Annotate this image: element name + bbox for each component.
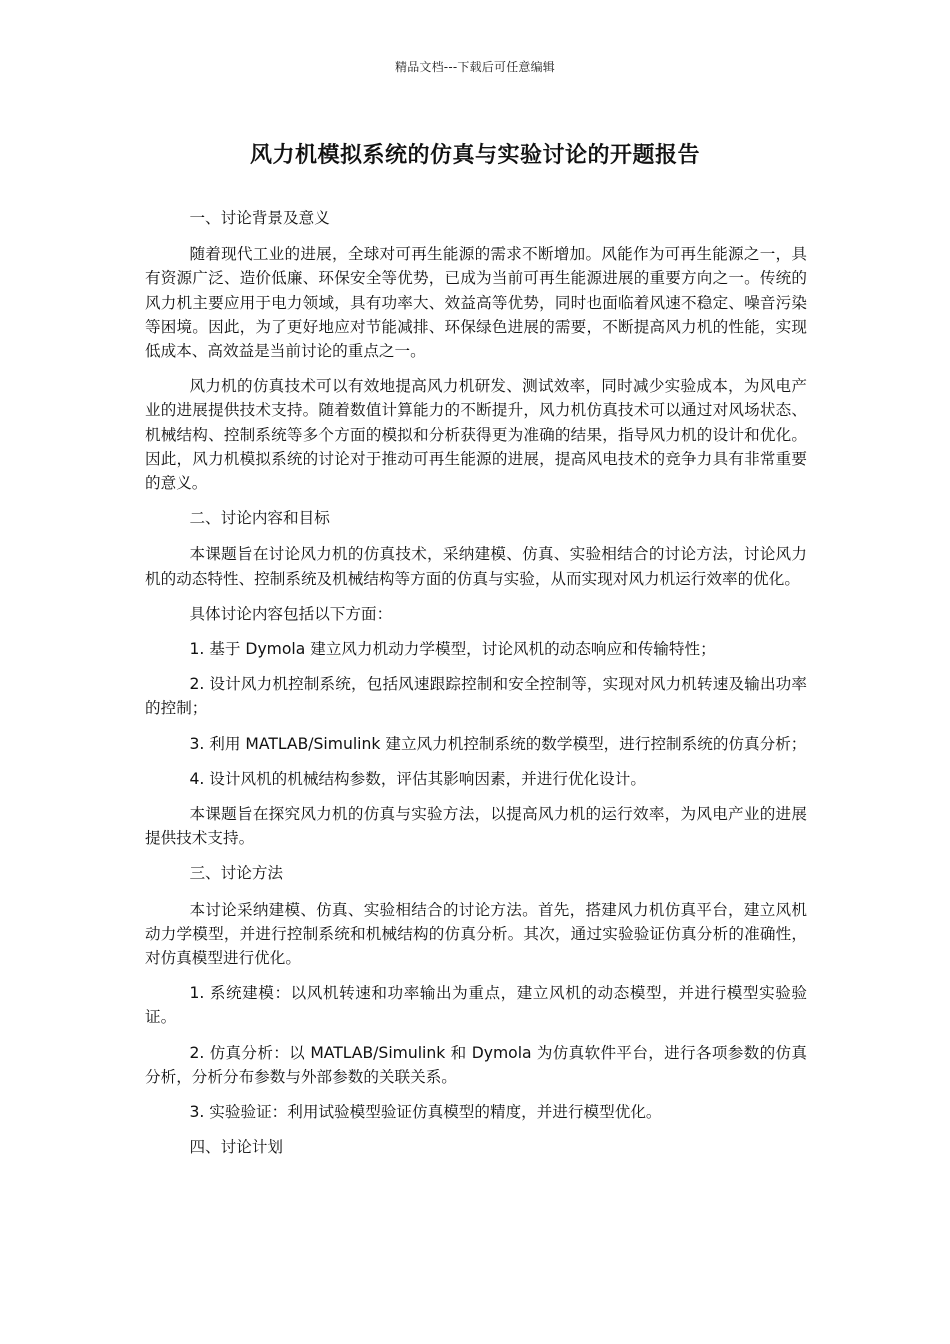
paragraph-content-summary: 本课题旨在探究风力机的仿真与实验方法，以提高风力机的运行效率，为风电产业的进展提供技术支持。 — [145, 805, 807, 848]
document-body — [145, 206, 807, 1172]
list-item-content-2: 2. 设计风力机控制系统，包括风速跟踪控制和安全控制等，实现对风力机转速及输出功率的控制； — [145, 675, 807, 718]
page-header: 精品文档---下载后可任意编辑 — [395, 60, 555, 74]
paragraph-content-intro: 本课题旨在讨论风力机的仿真技术，采纳建模、仿真、实验相结合的讨论方法，讨论风力机的动态特性、控制系统及机械结构等方面的仿真与实验，从而实现对风力机运行效率的优化。 — [145, 545, 807, 588]
section-heading-plan: 四、讨论计划 — [189, 1138, 284, 1157]
paragraph-methods-intro: 本讨论采纳建模、仿真、实验相结合的讨论方法。首先，搭建风力机仿真平台，建立风机动力学模型，并进行控制系统和机械结构的仿真分析。其次，通过实验验证仿真分析的准确性，对仿真模型进行优化。 — [145, 900, 807, 968]
list-item-content-1: 1. 基于 Dymola 建立风力机动力学模型，讨论风机的动态响应和传输特性； — [189, 640, 716, 659]
section-heading-background: 一、讨论背景及意义 — [189, 209, 330, 227]
list-item-methods-2: 2. 仿真分析：以 MATLAB/Simulink 和 Dymola 为仿真软件平台，进行各项参数的仿真分析，分析分布参数与外部参数的关联关系。 — [145, 1043, 807, 1086]
section-heading-methods: 三、讨论方法 — [189, 864, 284, 883]
list-item-methods-3: 3. 实验验证：利用试验模型验证仿真模型的精度，并进行模型优化。 — [189, 1103, 662, 1122]
paragraph-background-2: 风力机的仿真技术可以有效地提高风力机研发、测试效率，同时减少实验成本，为风电产业的进展提供技术支持。随着数值计算能力的不断提升，风力机仿真技术可以通过对风场状态、机械结构、控制系统等多个方面的模拟和分析获得更为准确的结果，指导风力机的设计和优化。因此，风力机模拟系统的讨论对于推动可再生能源的进展，提高风电技术的竞争力具有非常重要的意义。 — [145, 377, 807, 493]
section-heading-content-goals: 二、讨论内容和目标 — [189, 509, 330, 528]
list-item-content-3: 3. 利用 MATLAB/Simulink 建立风力机控制系统的数学模型，进行控制系统的仿真分析； — [189, 734, 807, 753]
paragraph-content-lead: 具体讨论内容包括以下方面： — [189, 604, 393, 623]
list-item-content-4: 4. 设计风机的机械结构参数，评估其影响因素，并进行优化设计。 — [189, 769, 646, 788]
list-item-methods-1: 1. 系统建模：以风机转速和功率输出为重点，建立风机的动态模型，并进行模型实验验证。 — [145, 984, 807, 1027]
document-title: 风力机模拟系统的仿真与实验讨论的开题报告 — [249, 143, 700, 168]
paragraph-background-1: 随着现代工业的进展，全球对可再生能源的需求不断增加。风能作为可再生能源之一，具有资源广泛、造价低廉、环保安全等优势，已成为当前可再生能源进展的重要方向之一。传统的风力机主要应用于电力领域，具有功率大、效益高等优势，同时也面临着风速不稳定、噪音污染等困境。因此，为了更好地应对节能减排、环保绿色进展的需要，不断提高风力机的性能，实现低成本、高效益是当前讨论的重点之一。 — [145, 245, 807, 361]
